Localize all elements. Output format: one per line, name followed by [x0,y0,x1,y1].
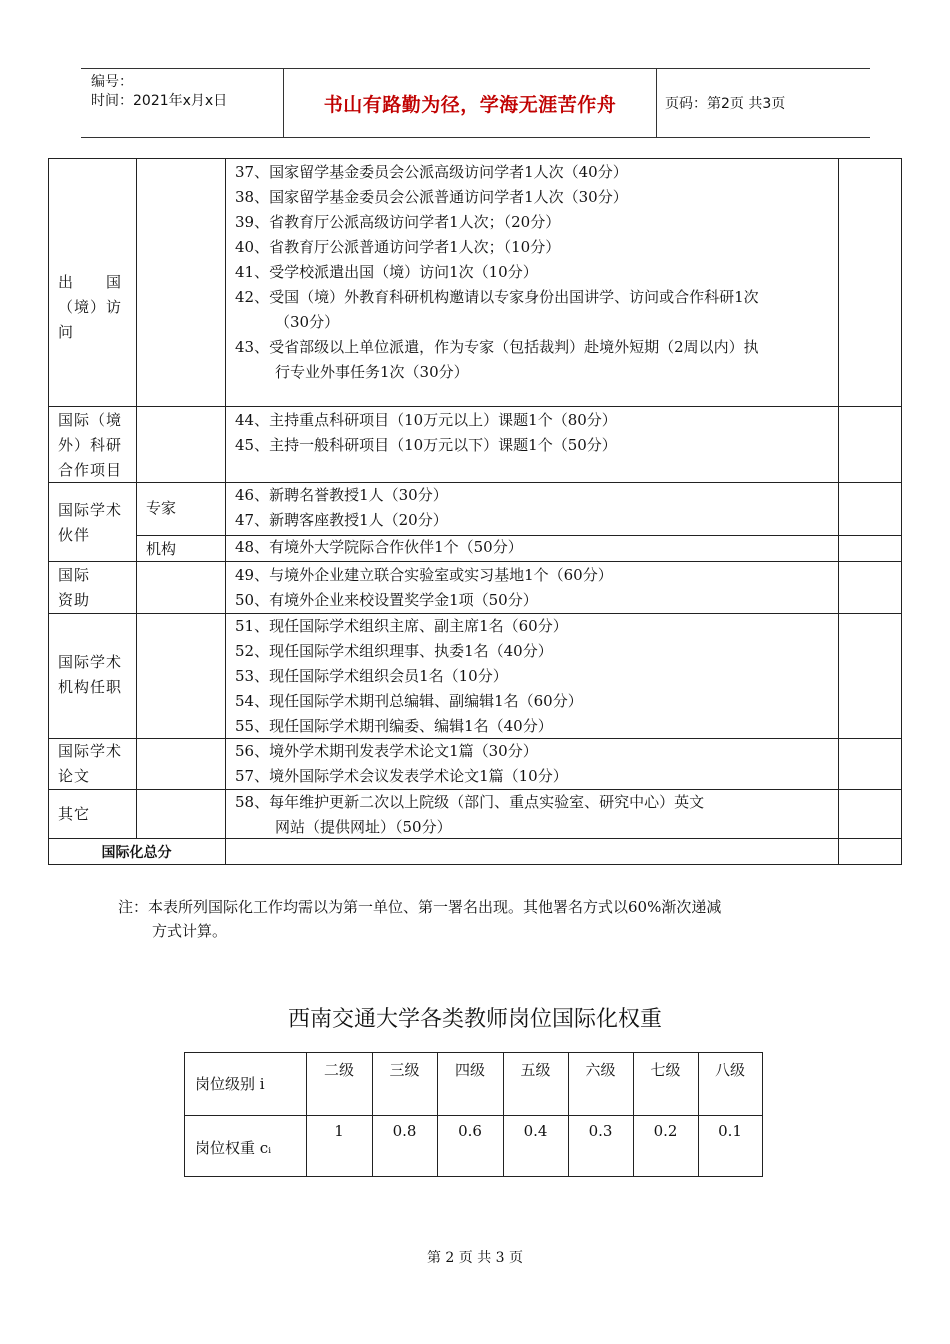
category-organization-posts: 国际学术机构任职 [58,653,123,696]
level-cell: 六级 [585,1061,616,1079]
category-papers: 国际学术论文 [58,742,123,785]
list-item: 47、新聘客座教授1人（20分） [235,511,448,529]
level-cell: 二级 [323,1061,354,1079]
list-item: 55、现任国际学术期刊编委、编辑1名（40分） [235,717,553,735]
serial-label: 编号： [91,74,133,90]
page-footer: 第 2 页 共 3 页 [426,1250,524,1266]
items-organization-posts [235,614,835,739]
category-funding: 国际资助 [58,566,91,609]
list-item: 网站（提供网址）（50分） [275,818,452,836]
list-item: 44、主持重点科研项目（10万元以上）课题1个（80分） [235,411,617,429]
category-other: 其它 [58,805,91,823]
level-cell: 八级 [714,1061,745,1079]
level-cell: 七级 [650,1061,681,1079]
weight-cell: 1 [334,1122,344,1140]
subcategory-expert: 专家 [146,499,177,517]
items-papers [235,739,835,789]
weight-cell: 0.2 [653,1122,678,1140]
list-item: 54、现任国际学术期刊总编辑、副编辑1名（60分） [235,692,583,710]
list-item: 58、每年维护更新二次以上院级（部门、重点实验室、研究中心）英文 [235,793,705,811]
list-item: 37、国家留学基金委员会公派高级访问学者1人次（40分） [235,163,628,181]
list-item: 48、有境外大学院际合作伙伴1个（50分） [235,538,523,556]
list-item: 41、受学校派遣出国（境）访问1次（10分） [235,263,538,281]
items-institutions [235,535,835,560]
subcategory-institution: 机构 [146,540,177,558]
weight-cell: 0.1 [718,1122,742,1140]
list-item: 56、境外学术期刊发表学术论文1篇（30分） [235,742,538,760]
weight-cell: 0.6 [458,1122,482,1140]
total-score-label: 国际化总分 [101,845,172,861]
items-other [235,790,835,840]
page-header [81,68,870,138]
weight-row-label: 岗位权重 cᵢ [195,1139,272,1157]
list-item: 39、省教育厅公派高级访问学者1人次；（20分） [235,213,561,231]
weight-cell: 0.4 [523,1122,548,1140]
time-label: 时间：2021年x月x日 [91,93,228,109]
category-academic-partners: 国际学术伙伴 [58,501,123,544]
weights-title: 西南交通大学各类教师岗位国际化权重 [287,1007,662,1032]
level-cell: 三级 [389,1061,420,1079]
list-item: 50、有境外企业来校设置奖学金1项（50分） [235,591,538,609]
list-item: 42、受国（境）外教育科研机构邀请以专家身份出国讲学、访问或合作科研1次 [235,288,759,306]
weight-cell: 0.3 [588,1122,613,1140]
list-item: 53、现任国际学术组织会员1名（10分） [235,667,508,685]
list-item: 40、省教育厅公派普通访问学者1人次；（10分） [235,238,561,256]
level-row-label: 岗位级别 i [195,1075,265,1093]
header-page-info: 页码：第2页 共3页 [665,96,786,112]
list-item: 46、新聘名誉教授1人（30分） [235,486,448,504]
list-item: 43、受省部级以上单位派遣，作为专家（包括裁判）赴境外短期（2周以内）执 [235,338,759,356]
note-line-2: 方式计算。 [152,922,228,940]
level-cell: 五级 [520,1061,551,1079]
items-research-cooperation [235,408,835,458]
list-item: 57、境外国际学术会议发表学术论文1篇（10分） [235,767,568,785]
list-item: 行专业外事任务1次（30分） [275,363,469,381]
list-item: 38、国家留学基金委员会公派普通访问学者1人次（30分） [235,188,628,206]
level-cell: 四级 [454,1061,485,1079]
items-funding [235,563,835,613]
table-note [118,895,818,943]
note-line-1: 注：本表所列国际化工作均需以为第一单位、第一署名出现。其他署名方式以60%渐次递减 [118,898,722,916]
list-item: 49、与境外企业建立联合实验室或实习基地1个（60分） [235,566,613,584]
list-item: （30分） [275,313,340,331]
weights-table [184,1052,763,1177]
header-motto: 书山有路勤为径，学海无涯苦作舟 [323,93,617,116]
list-item: 52、现任国际学术组织理事、执委1名（40分） [235,642,553,660]
scoring-table [48,158,902,865]
header-meta [91,73,227,111]
list-item: 51、现任国际学术组织主席、副主席1名（60分） [235,617,568,635]
items-overseas-visit [235,160,835,385]
weight-cell: 0.8 [392,1122,417,1140]
category-research-cooperation: 国际（境外）科研合作项目 [58,411,123,479]
items-experts [235,483,835,533]
list-item: 45、主持一般科研项目（10万元以下）课题1个（50分） [235,436,617,454]
category-overseas-visit: 出 国（境）访问 [58,273,123,341]
